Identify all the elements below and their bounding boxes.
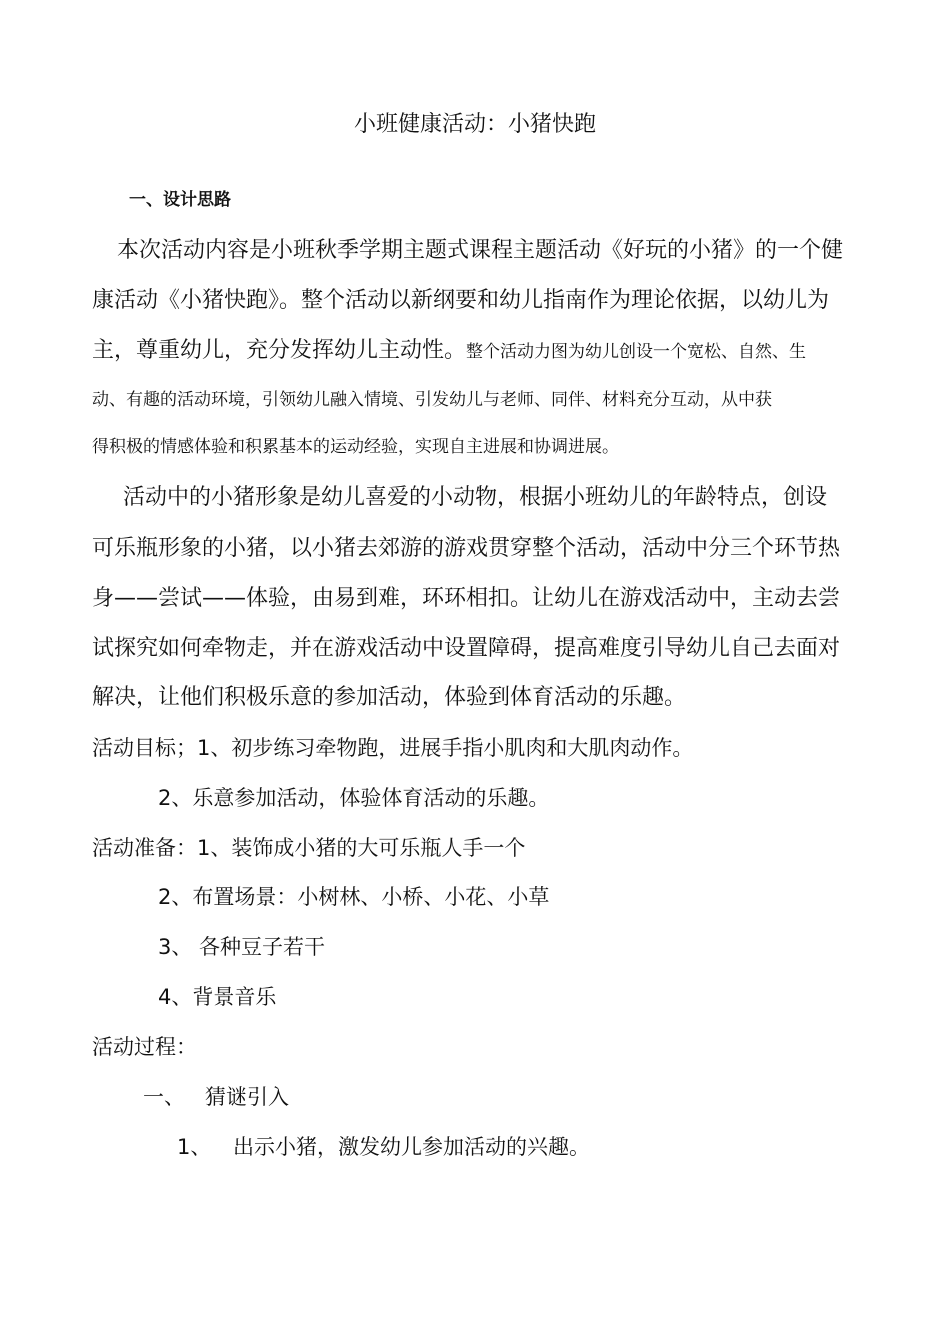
goal-item: 1、初步练习牵物跑，进展手指小肌肉和大肌肉动作。 xyxy=(197,736,694,760)
goals-label: 活动目标； xyxy=(92,736,197,760)
paragraph-line: 动、有趣的活动环境，引领幼儿融入情境、引发幼儿与老师、同伴、材料充分互动，从中获 xyxy=(92,390,772,410)
process-label: 活动过程： xyxy=(92,1035,197,1059)
prep-item: 1、装饰成小猪的大可乐瓶人手一个 xyxy=(197,836,526,860)
substep-number: 1、 xyxy=(177,1135,212,1159)
paragraph-line: 本次活动内容是小班秋季学期主题式课程主题活动《好玩的小猪》的一个健 xyxy=(117,238,844,263)
paragraph-text: 主，尊重幼儿，充分发挥幼儿主动性。 xyxy=(92,338,467,363)
paragraph-text: 整个活动力图为幼儿创设一个宽松、自然、生 xyxy=(466,342,807,362)
prep-item: 2、布置场景：小树林、小桥、小花、小草 xyxy=(158,885,550,909)
prep-item: 3、 各种豆子若干 xyxy=(158,935,326,959)
substep-text: 出示小猪，激发幼儿参加活动的兴趣。 xyxy=(233,1135,590,1159)
paragraph-line: 身——尝试——体验，由易到难，环环相扣。让幼儿在游戏活动中，主动去尝 xyxy=(92,586,841,611)
paragraph-line: 可乐瓶形象的小猪，以小猪去郊游的游戏贯穿整个活动，活动中分三个环节热 xyxy=(92,536,841,561)
paragraph-line: 活动中的小猪形象是幼儿喜爱的小动物，根据小班幼儿的年龄特点，创设 xyxy=(123,485,828,510)
document-title: 小班健康活动：小猪快跑 xyxy=(353,112,596,137)
section-heading-design: 一、设计思路 xyxy=(129,190,231,210)
paragraph-line-mixed xyxy=(92,336,862,367)
goals-line xyxy=(92,733,693,763)
paragraph-line: 试探究如何牵物走，并在游戏活动中设置障碍，提高难度引导幼儿自己去面对 xyxy=(92,636,841,661)
step-text: 猜谜引入 xyxy=(205,1085,289,1109)
paragraph-line: 解决，让他们积极乐意的参加活动，体验到体育活动的乐趣。 xyxy=(92,685,687,710)
step-number: 一、 xyxy=(143,1085,185,1109)
goal-item: 2、乐意参加活动，体验体育活动的乐趣。 xyxy=(158,786,550,810)
prep-item: 4、背景音乐 xyxy=(158,985,277,1009)
paragraph-line: 康活动《小猪快跑》。整个活动以新纲要和幼儿指南作为理论依据，以幼儿为 xyxy=(92,288,830,313)
prep-line xyxy=(92,833,525,863)
paragraph-line: 得积极的情感体验和积累基本的运动经验，实现自主进展和协调进展。 xyxy=(92,437,619,457)
prep-label: 活动准备： xyxy=(92,836,197,860)
